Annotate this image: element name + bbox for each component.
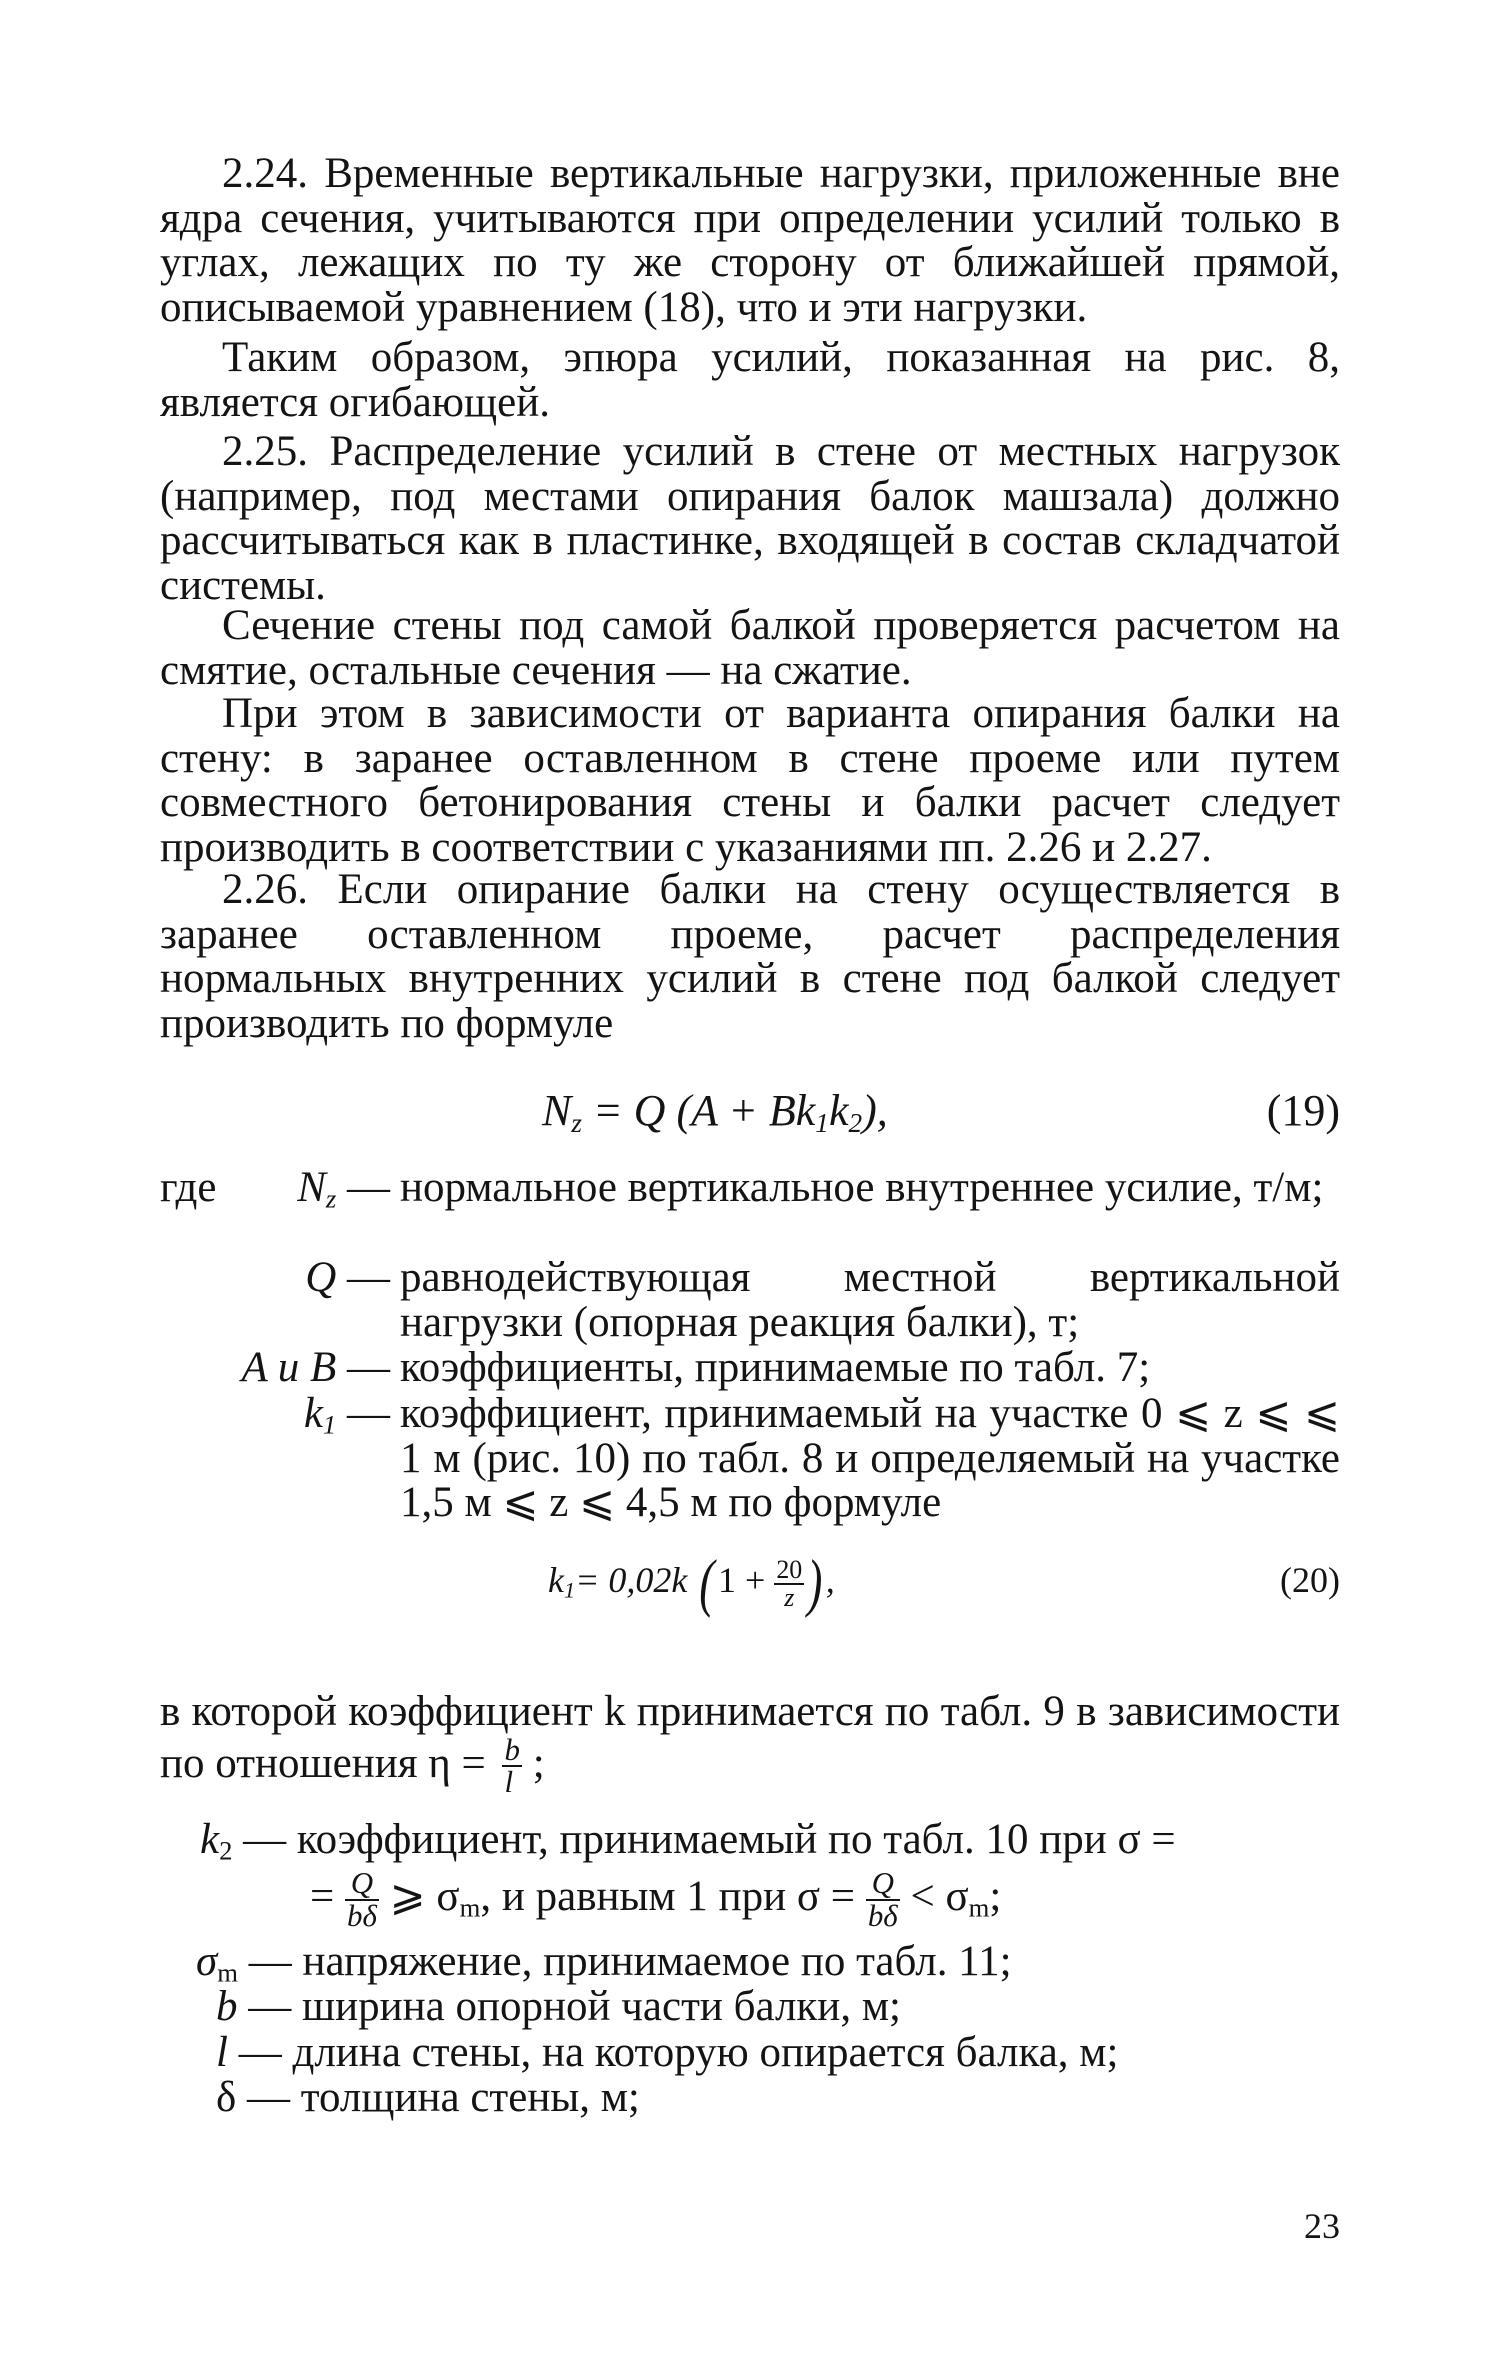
ab-dash: —: [336, 1344, 390, 1391]
k2-line2-e: ;: [989, 1872, 1002, 1920]
k2-line2-c: , и равным 1 при σ =: [480, 1872, 856, 1920]
paragraph-2-26: 2.26. Если опирание балки на стену осуществляется в заранее оставленном проеме, расчет распределения нормальных внутренних усилий в стене под балкой следует производить по формуле: [160, 866, 1340, 1047]
page-number: 23: [1304, 2206, 1340, 2246]
definition-sigma: [196, 1938, 1336, 1988]
definition-k1-text: коэффициент, принимаемый на участке 0 ⩽ z ⩽ ⩽ 1 м (рис. 10) по табл. 8 и определяемый на участке 1,5 м ⩽ z ⩽ 4,5 м по формуле: [400, 1390, 1340, 1526]
nz-sym: N: [297, 1164, 326, 1211]
nz-sym-sub: z: [325, 1183, 337, 1214]
paragraph-support-variant: При этом в зависимости от варианта опирания балки на стену: в заранее оставленном в стене проеме или путем совместного бетонирования стены и балки расчет следует производить в соответствии с указаниями пп. 2.26 и 2.27.: [160, 690, 1340, 871]
definition-k2-line2: [310, 1865, 1340, 1933]
eq20-right-paren: ): [807, 1547, 823, 1620]
k2-frac1-den: bδ: [347, 1897, 377, 1933]
k2-sym: k: [200, 1816, 220, 1863]
definition-q-text: равнодействующая местной вертикальной нагрузки (опорная реакция балки), т;: [400, 1254, 1340, 1346]
eq20-lhs: k: [548, 1560, 564, 1600]
eq19-rhs-b: k: [828, 1086, 849, 1135]
after20-frac-den: l: [504, 1764, 514, 1800]
l-sym: l: [216, 2029, 228, 2076]
definition-delta: [216, 2076, 1336, 2121]
k2-sub-m-1: m: [459, 1892, 481, 1923]
b-text: — ширина опорной части балки, м;: [237, 1983, 901, 2030]
eq20-frac-num: 20: [776, 1554, 803, 1584]
sigma-sym-sub: m: [217, 1957, 238, 1988]
k2-sym-sub: 2: [219, 1835, 233, 1866]
paragraph-2-24: 2.24. Временные вертикальные нагрузки, приложенные вне ядра сечения, учитываются при определении усилий только в углах, лежащих по ту же сторону от ближайшей прямой, описываемой уравнением (18), что и эти нагрузки.: [160, 150, 1340, 331]
definition-k1-symbol: [280, 1390, 390, 1440]
eq20-left-paren: (: [699, 1547, 715, 1620]
definition-q-symbol: [280, 1256, 390, 1301]
definition-ab-symbol: [160, 1346, 390, 1391]
equation-20-number: (20): [1280, 1560, 1340, 1600]
eq20-inner: 1 +: [718, 1560, 766, 1600]
l-text: — длина стены, на которую опирается балка, м;: [227, 2029, 1119, 2076]
k2-line2-b: ⩾ σ: [389, 1872, 460, 1920]
k2-frac2-num: Q: [866, 1868, 900, 1901]
k1-sym-sub: 1: [322, 1409, 337, 1440]
paragraph-section-check: Сечение стены под самой балкой проверяется расчетом на смятие, остальные сечения — на сжатие.: [160, 602, 1340, 694]
paragraph-envelope: Таким образом, эпюра усилий, показанная на рис. 8, является огибающей.: [160, 334, 1340, 426]
k2-sub-m-2: m: [968, 1892, 990, 1923]
k1-sym: k: [303, 1390, 323, 1437]
k2-fraction-2: [866, 1865, 900, 1933]
delta-sym: δ: [216, 2074, 237, 2121]
k1-dash: —: [336, 1390, 390, 1437]
eq20-lhs-sub: 1: [563, 1577, 576, 1603]
definition-l: [216, 2031, 1336, 2076]
equation-19-number: (19): [1266, 1086, 1340, 1135]
after20-tail: ;: [532, 1739, 545, 1787]
definition-k2-line1: [200, 1816, 1340, 1866]
eq20-fraction: [774, 1554, 804, 1612]
k2-line1: — коэффициент, принимаемый по табл. 10 при σ =: [232, 1816, 1176, 1863]
eq19-lhs: N: [542, 1086, 572, 1135]
definition-b: [216, 1985, 1336, 2030]
k2-line2-a: =: [310, 1872, 335, 1920]
eq19-rhs-a: = Q (A + Bk: [592, 1086, 816, 1135]
eq19-sub1: 1: [815, 1107, 829, 1138]
sigma-text: — напряжение, принимаемое по табл. 11;: [237, 1938, 1012, 1985]
paragraph-after-20: [160, 1690, 1340, 1798]
q-dash: —: [336, 1254, 390, 1301]
equation-20-body: [548, 1547, 835, 1620]
after20-text: в которой коэффициент k принимается по табл. 9 в зависимости по отношения η =: [160, 1688, 1340, 1787]
k2-line2-d: < σ: [910, 1872, 969, 1920]
sigma-sym: σ: [196, 1938, 218, 1985]
where-label: где: [160, 1164, 217, 1211]
delta-text: — толщина стены, м;: [236, 2074, 640, 2121]
definition-nz-symbol: [280, 1164, 390, 1214]
ab-sym: A и B: [241, 1344, 337, 1391]
definition-ab-text: коэффициенты, принимаемые по табл. 7;: [400, 1344, 1151, 1391]
k2-fraction-1: [345, 1865, 379, 1933]
definition-nz-text: нормальное вертикальное внутреннее усилие, т/м;: [400, 1164, 1324, 1211]
k2-frac2-den: bδ: [867, 1897, 898, 1933]
eq20-tail: ,: [825, 1560, 835, 1600]
nz-dash: —: [336, 1164, 390, 1211]
q-sym: Q: [305, 1254, 337, 1301]
equation-19-body: [542, 1086, 888, 1136]
b-sym: b: [216, 1983, 238, 2030]
after20-fraction: [502, 1731, 521, 1800]
eq20-frac-den: z: [784, 1582, 795, 1612]
k2-frac1-num: Q: [345, 1868, 379, 1901]
after20-frac-num: b: [504, 1731, 520, 1767]
paragraph-2-25: 2.25. Распределение усилий в стене от местных нагрузок (например, под местами опирания балок машзала) должно рассчитываться как в пластинке, входящей в состав складчатой системы.: [160, 428, 1340, 609]
eq19-sub2: 2: [848, 1107, 863, 1138]
eq20-eq: = 0,02k: [575, 1560, 688, 1600]
eq19-lhs-sub: z: [571, 1107, 582, 1138]
eq19-rhs-c: ),: [862, 1086, 888, 1135]
